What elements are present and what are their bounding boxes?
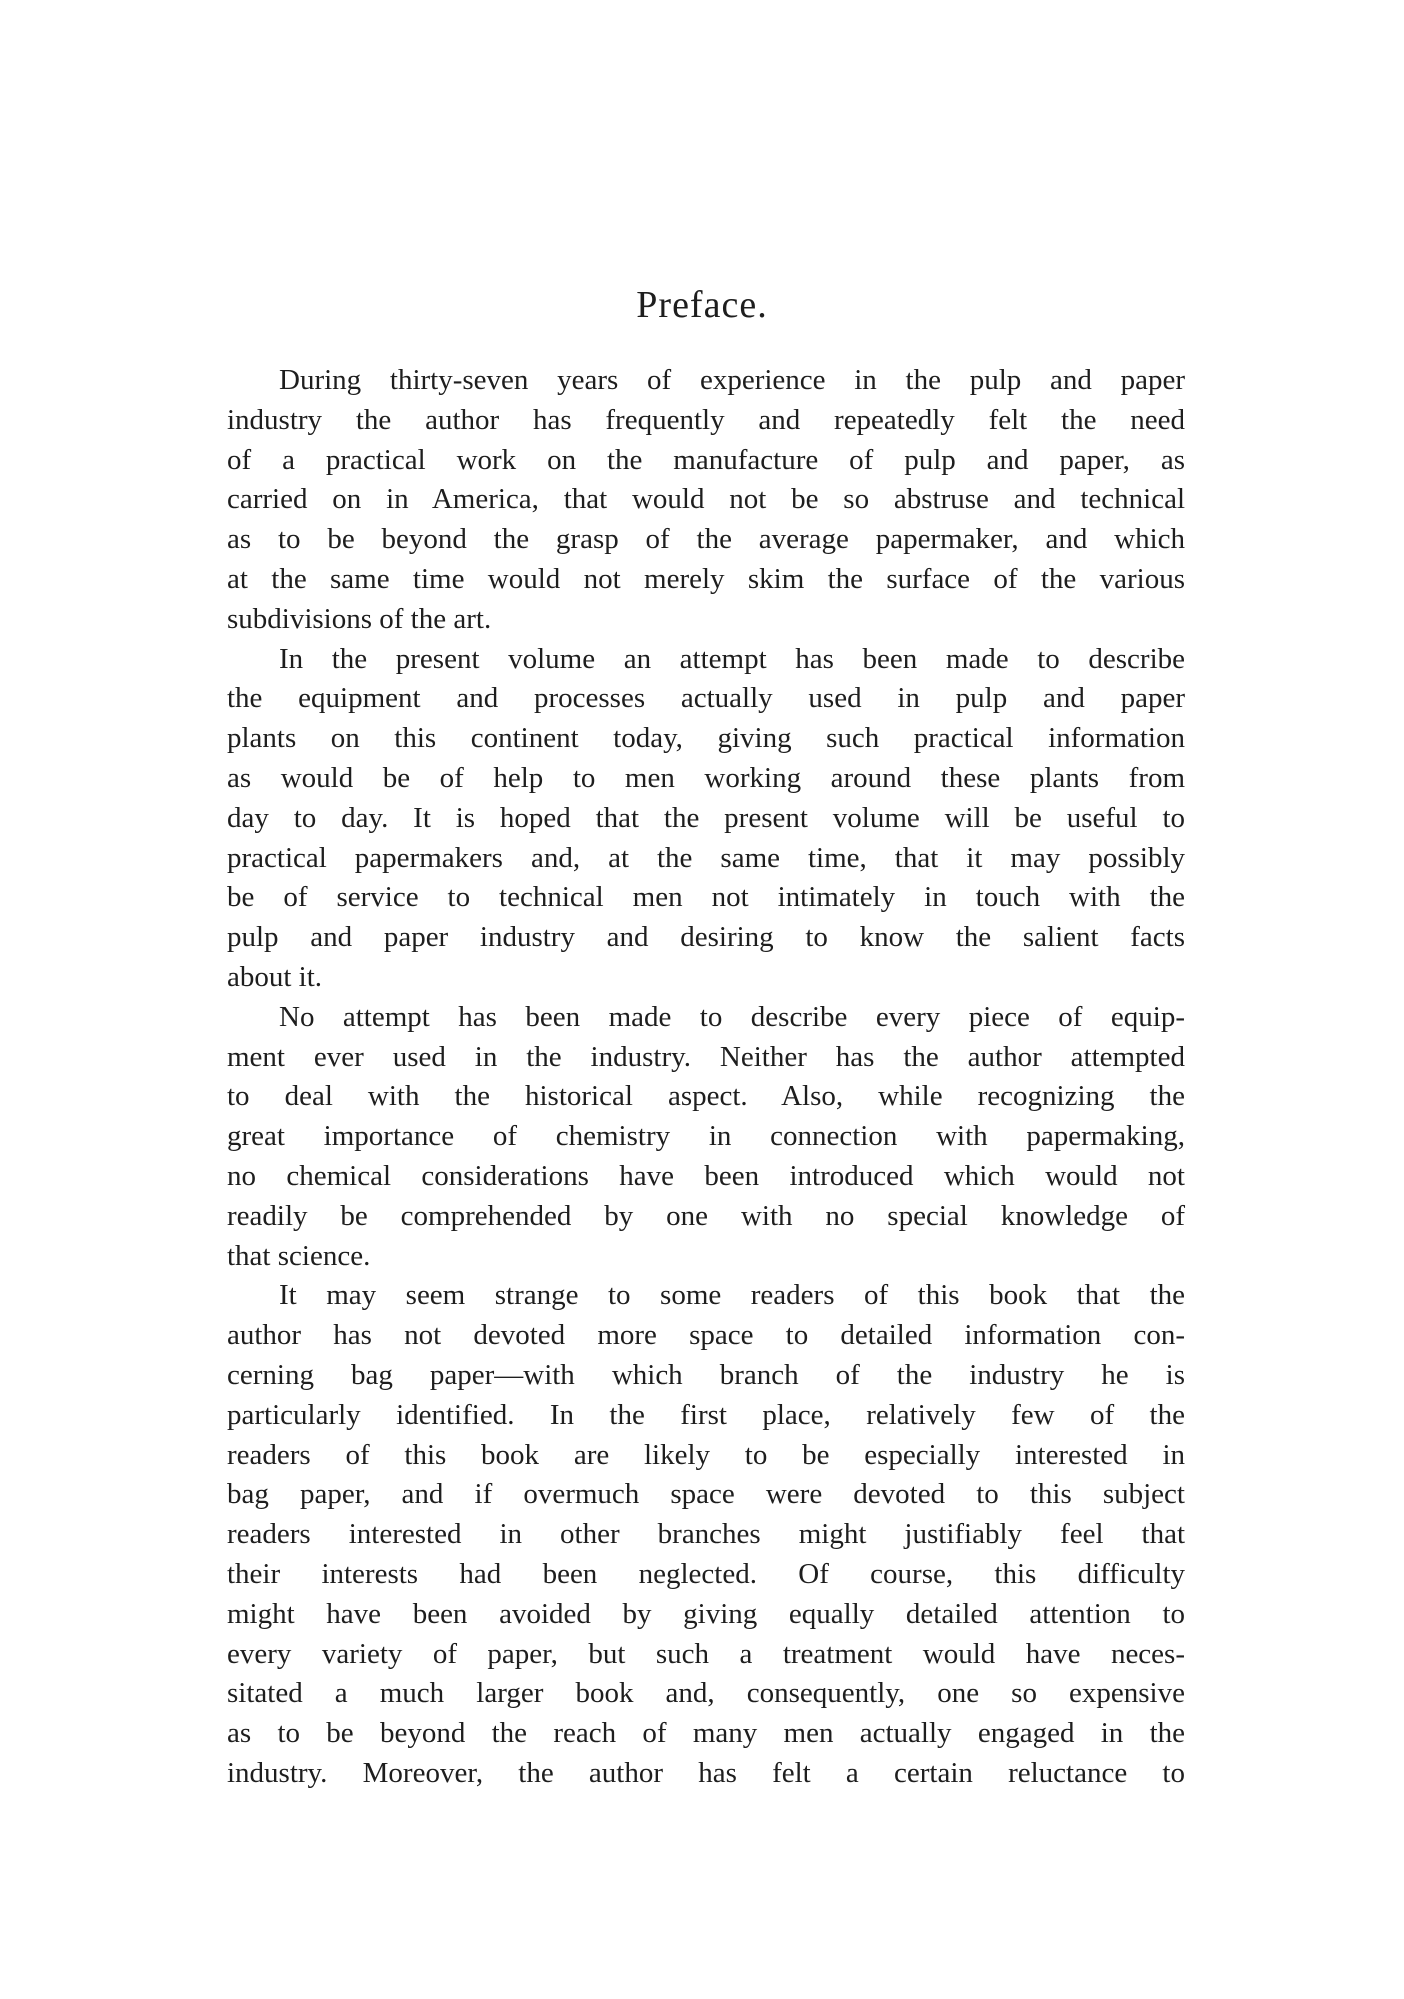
text-line: be of service to technical men not intimately in touch with the <box>227 881 1185 914</box>
text-line: as to be beyond the grasp of the average papermaker, and which <box>227 523 1185 556</box>
text-line: as to be beyond the reach of many men actually engaged in the <box>227 1717 1185 1750</box>
text-line: During thirty-seven years of experience in the pulp and paper <box>279 364 1185 396</box>
text-line: their interests had been neglected. Of course, this difficulty <box>227 1557 1185 1590</box>
text-line: cerning bag paper—with which branch of the industry he is <box>227 1358 1185 1391</box>
text-line: subdivisions of the art. <box>227 602 492 635</box>
text-line: It may seem strange to some readers of this book that the <box>279 1279 1185 1312</box>
text-line: carried on in America, that would not be so abstruse and technical <box>227 483 1185 516</box>
text-line: every variety of paper, but such a treatment would have neces- <box>227 1637 1185 1670</box>
text-line: practical papermakers and, at the same time, that it may possibly <box>227 841 1185 874</box>
text-line: plants on this continent today, giving such practical information <box>227 722 1185 755</box>
text-line: that science. <box>227 1239 371 1272</box>
text-line: pulp and paper industry and desiring to know the salient facts <box>227 921 1185 954</box>
text-line: day to day. It is hoped that the present volume will be useful to <box>227 801 1185 834</box>
text-line: the equipment and processes actually used in pulp and paper <box>227 682 1185 715</box>
text-line: bag paper, and if overmuch space were devoted to this subject <box>227 1478 1185 1511</box>
text-line: no chemical considerations have been introduced which would not <box>227 1159 1185 1192</box>
text-line: readers of this book are likely to be especially interested in <box>227 1438 1185 1471</box>
text-line: as would be of help to men working around these plants from <box>227 761 1185 794</box>
text-line: In the present volume an attempt has been made to describe <box>279 642 1185 675</box>
text-line: sitated a much larger book and, consequently, one so expensive <box>227 1677 1185 1710</box>
text-line: to deal with the historical aspect. Also, while recognizing the <box>227 1080 1185 1113</box>
text-line: No attempt has been made to describe every piece of equip- <box>279 1000 1185 1033</box>
text-line: author has not devoted more space to detailed information con- <box>227 1319 1185 1352</box>
text-line: great importance of chemistry in connection with papermaking, <box>227 1120 1185 1153</box>
text-line: at the same time would not merely skim the surface of the various <box>227 562 1185 595</box>
text-line: readily be comprehended by one with no special knowledge of <box>227 1199 1185 1232</box>
text-line: ment ever used in the industry. Neither has the author attempted <box>227 1040 1185 1073</box>
text-line: of a practical work on the manufacture of pulp and paper, as <box>227 443 1185 476</box>
text-line: industry the author has frequently and repeatedly felt the need <box>227 403 1185 436</box>
text-line: might have been avoided by giving equally detailed attention to <box>227 1597 1185 1630</box>
text-line: about it. <box>227 960 323 993</box>
page-title: Preface. <box>636 284 768 326</box>
text-line: particularly identified. In the first place, relatively few of the <box>227 1398 1185 1431</box>
preface-body <box>227 361 1185 1794</box>
text-line: readers interested in other branches might justifiably feel that <box>227 1518 1185 1551</box>
text-line: industry. Moreover, the author has felt a certain reluctance to <box>227 1756 1185 1789</box>
